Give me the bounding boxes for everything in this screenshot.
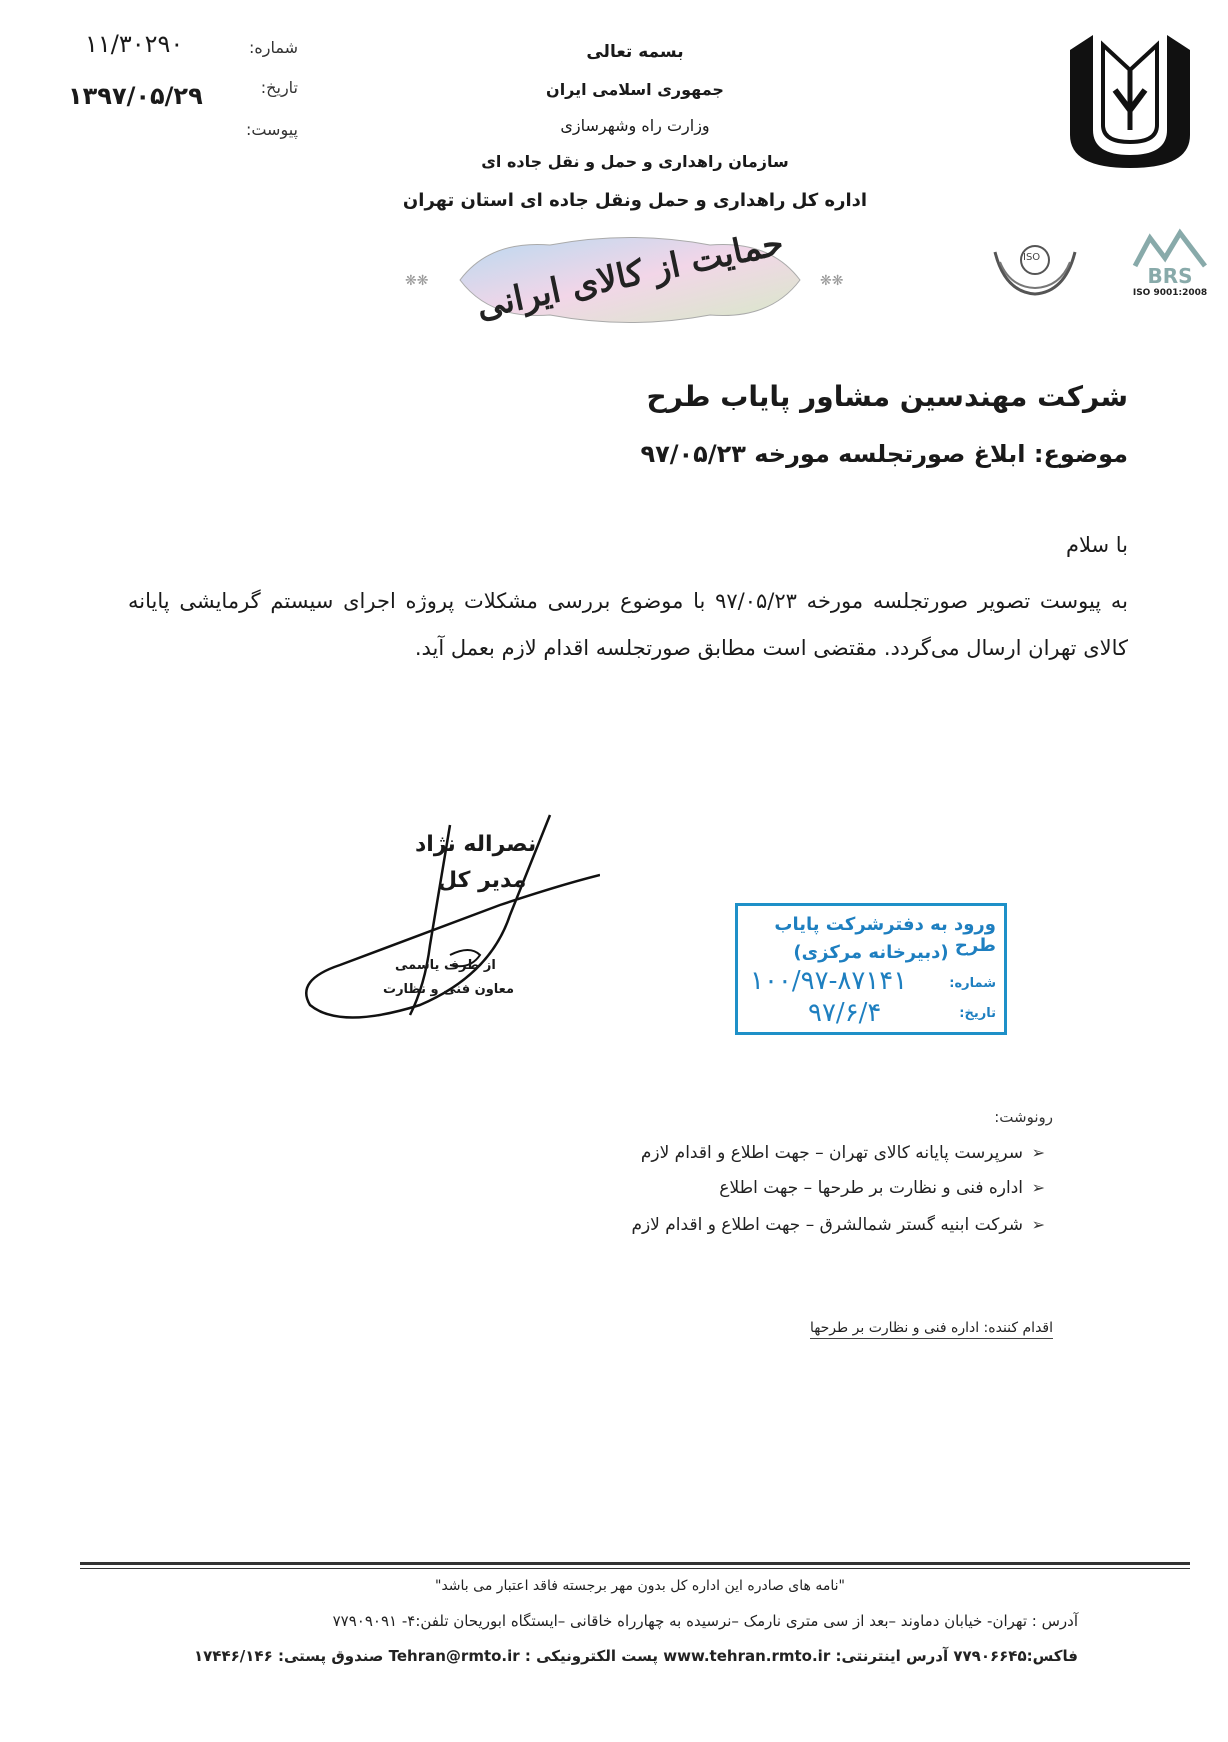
footer-address: آدرس : تهران- خیابان دماوند –بعد از سی متری نارمک –نرسیده به چهارراه خاقانی –ایستگاه ابوریحان تلفن:۴- ۷۷۹۰۹۰۹۱ bbox=[332, 1612, 1078, 1630]
signatory-title: مدیر کل bbox=[438, 868, 527, 893]
iso-badge-label: ISO bbox=[1023, 252, 1041, 263]
cc-item: سرپرست پایانه کالای تهران – جهت اطلاع و اقدام لازم bbox=[640, 1143, 1023, 1163]
stamp-title: ورود به دفترشرکت پایاب طرح bbox=[774, 914, 996, 956]
stamp-date-label: تاریخ: bbox=[959, 1006, 996, 1021]
header-country: جمهوری اسلامی ایران bbox=[546, 80, 724, 99]
svg-text:❋❋: ❋❋ bbox=[820, 273, 844, 289]
header-department: اداره کل راهداری و حمل ونقل جاده ای استان تهران bbox=[402, 190, 868, 211]
signatory-name: نصراله نژاد bbox=[415, 832, 537, 857]
organization-logo bbox=[1065, 30, 1195, 170]
number-label: شماره: bbox=[248, 38, 298, 57]
action-by: اقدام کننده: اداره فنی و نظارت بر طرحها bbox=[810, 1320, 1053, 1339]
stamp-number-value: ۱۰۰/۹۷-۸۷۱۴۱ bbox=[750, 966, 908, 996]
attachment-label: پیوست: bbox=[245, 120, 298, 139]
brs-logo bbox=[1130, 228, 1210, 308]
cc-bullet-icon: ➢ bbox=[1031, 1143, 1045, 1162]
brs-label: BRS bbox=[1147, 264, 1193, 288]
footer-rule-thin bbox=[80, 1568, 1190, 1569]
stamp-subtitle: (دبیرخانه مرکزی) bbox=[793, 942, 949, 963]
stamp-date-value: ۹۷/۶/۴ bbox=[808, 998, 882, 1028]
cc-bullet-icon: ➢ bbox=[1031, 1178, 1045, 1197]
bismillah: بسمه تعالی bbox=[586, 42, 684, 62]
svg-text:❋❋: ❋❋ bbox=[405, 273, 429, 289]
cc-item: اداره فنی و نظارت بر طرحها – جهت اطلاع bbox=[719, 1178, 1023, 1198]
footer-note: "نامه های صادره این اداره کل بدون مهر برجسته فاقد اعتبار می باشد" bbox=[435, 1578, 845, 1594]
road-organization-logo-icon bbox=[1065, 30, 1195, 170]
stamp-number-label: شماره: bbox=[949, 976, 996, 991]
number-value: ۱۱/۳۰۲۹۰ bbox=[85, 30, 184, 58]
date-label: تاریخ: bbox=[260, 78, 298, 97]
letter-body: به پیوست تصویر صورتجلسه مورخه ۹۷/۰۵/۲۳ با موضوع بررسی مشکلات پروژه اجرای سیستم گرمایشی پایانه کالای تهران ارسال می‌گردد. مقتضی است مطابق صورتجلسه اقدام لازم بعمل آید. bbox=[128, 589, 1129, 660]
slogan-text: حمایت از کالای ایرانی bbox=[472, 222, 788, 328]
cc-title: رونوشت: bbox=[994, 1108, 1053, 1126]
iso-badge bbox=[985, 232, 1085, 302]
subject: موضوع: ابلاغ صورتجلسه مورخه ۹۷/۰۵/۲۳ bbox=[640, 440, 1128, 468]
header-organization: سازمان راهداری و حمل و نقل جاده ای bbox=[481, 152, 789, 171]
header-ministry: وزارت راه وشهرسازی bbox=[560, 116, 710, 135]
date-value: ۱۳۹۷/۰۵/۲۹ bbox=[68, 82, 203, 110]
receipt-stamp bbox=[735, 903, 1007, 1035]
recipient: شرکت مهندسین مشاور پایاب طرح bbox=[646, 380, 1128, 413]
footer-rule bbox=[80, 1562, 1190, 1565]
certification-wreath-icon bbox=[985, 232, 1085, 302]
cc-item: شرکت ابنیه گستر شمالشرق – جهت اطلاع و اقدام لازم bbox=[631, 1215, 1023, 1235]
footer-contact: فاکس:۷۷۹۰۶۶۴۵ آدرس اینترنتی: www.tehran.rmto.ir پست الکترونیکی : Tehran@rmto.ir صندوق پستی: ۱۷۴۴۶/۱۴۶ bbox=[194, 1647, 1078, 1665]
signatory-deputy: معاون فنی و نظارت bbox=[383, 982, 515, 997]
brs-mark-icon bbox=[1130, 228, 1210, 268]
iso-standard-label: ISO 9001:2008 bbox=[1132, 288, 1208, 298]
signatory-on-behalf: از طرف یاسمی bbox=[395, 958, 496, 973]
cc-bullet-icon: ➢ bbox=[1031, 1215, 1045, 1234]
greeting: با سلام bbox=[1065, 533, 1128, 557]
slogan-banner bbox=[400, 222, 860, 335]
